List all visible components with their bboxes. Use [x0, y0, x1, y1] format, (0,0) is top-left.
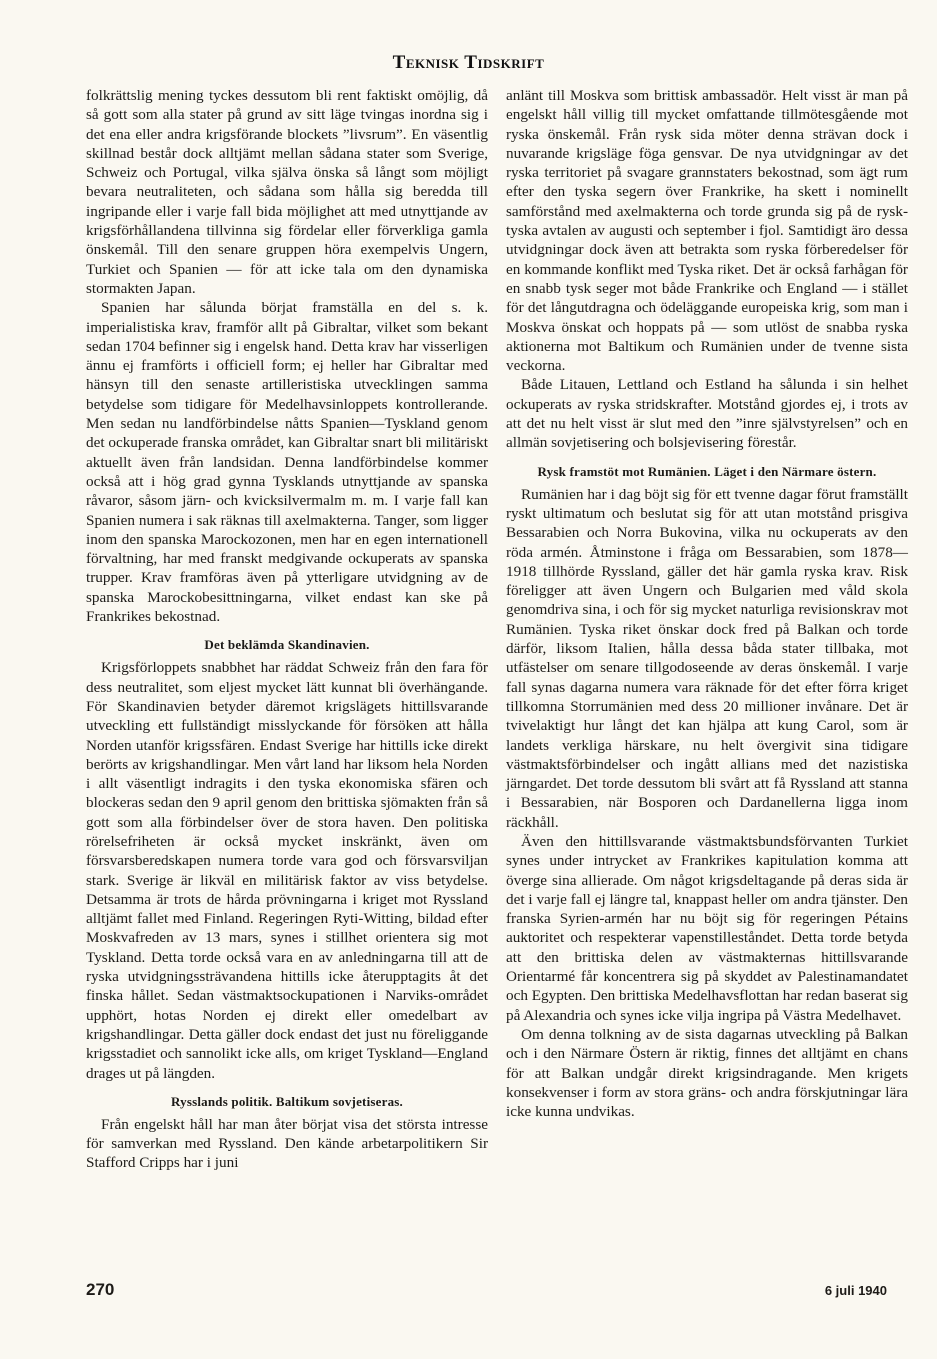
- issue-date: 6 juli 1940: [824, 1283, 887, 1298]
- paragraph: anlänt till Moskva som brittisk ambassadör. Helt visst är man på engelskt håll villig till mycket omfattande tillmötesgående mot ryska önskemål. Från rysk sida möter denna strävan dock i nuvarande krigsläge föga gensvar. De nya utvidgningar av det ryska territoriet på svagare grannstaters bekostnad, som ägt rum efter den tyska segern över Frankrike, ha skett i nominellt samförstånd med axelmakterna och torde grunda sig på de rysk-tyska avtalen av augusti och september i fjol. Samtidigt äro dessa utvidgningar dock även att betrakta som ryska förberedelser för en kommande konflikt med Tyska riket. Det är också farhågan för en snabb tysk seger mot både Frankrike och England — i stället för det långutdragna och ödeläggande europeiska krig, som man i Moskva önskat och hoppats på — som utlöst de snabba ryska aktionerna mot Baltikum och Rumänien under de tvenne sista veckorna.: [506, 87, 908, 375]
- left-column: [86, 86, 488, 1173]
- paragraph: folkrättslig mening tyckes dessutom bli rent faktiskt omöjlig, då så gott som alla stater på grund av sitt läge tvingas inordna sig i det ena eller andra krigsförande blockets ”livsrum”. En väsentlig skillnad består dock alltjämt mellan sådana stater som Sverige, Schweiz och Portugal, vilka själva önska så långt som möjligt bevara neutraliteten, och sådana som hålla sig beredda till ingripande eller i varje fall bida möjlighet att med utnyttjande av krigsförhållandena tillvinna sig fördelar eller förverkliga gamla önskemål. Till den senare gruppen höra exempelvis Ungern, Turkiet och Spanien — för att icke tala om den dynamiska stormakten Japan.: [86, 87, 488, 297]
- page-number: 270: [86, 1280, 115, 1299]
- paragraph: Rumänien har i dag böjt sig för ett tvenne dagar förut framställt ryskt ultimatum och beslutat sig för att utan motstånd prisgiva Bessarabien och Norra Bukovina, vilka nu ockuperats av den röda armén. Åtminstone i fråga om Bessarabien, som 1878—1918 tillhörde Ryssland, gäller det här gamla ryska krav. Risk föreligger att även Ungern och Bulgarien med våld skola genomdriva sina, i och för sig mycket naturliga revisionskrav mot Rumänien. Tyska riket önskar dock fred på Balkan och torde därför, liksom Italien, hålla dessa båda stater tillbaka, mot utfästelser om senare tillgodoseende av deras önskemål. I varje fall synas dagarna numera vara räknade för det efter förra kriget tillkomna Storrumänien med dess 20 millioner invånare. Det är tvivelaktigt hur långt det kan hjälpa att kung Carol, som är landets verkliga härskare, nu helt övergivit sina tidigare västmaktsförbindelser och ingått allians med det nazistiska järngardet. Det torde dessutom bli svårt att få Ryssland att stanna i Bessarabien, när Bosporen och Dardanellerna ligga inom räckhåll.: [506, 485, 908, 831]
- paragraph: Krigsförloppets snabbhet har räddat Schweiz från den fara för dess neutralitet, som eljest mycket lätt kunnat bli överhängande. För Skandinavien betyder däremot krigslägets hittillsvarande utveckling ett fullständigt misslyckande för försöken att hålla Norden utanför krigssfären. Endast Sverige har hittills icke direkt berörts av krigshandlingar. Men vårt land har liksom hela Norden i allt väsentligt indragits i den tyska ekonomiska sfären och blockeras sedan den 9 april genom den brittiska sjömakten från så gott som alla förbindelser över de stora haven. Den politiska rörelsefriheten är också mycket inskränkt, även om försvarsberedskapen numera torde vara god och försvarsviljan stark. Sverige är likväl en militärisk faktor av viss betydelse. Detsamma är trots de hårda prövningarna i kriget mot Ryssland alltjämt fallet med Finland. Regeringen Ryti-Witting, bildad efter Moskvafreden av 13 mars, synes i stillhet orientera sig mot Tyskland. Detta torde också vara en av anledningarna till att de ryska utvidgningssträvandena hittills icke återupptagits åt det finska hållet. Sedan västmaktsockupationen i Narviks-området upphört, hotas Norden ej direkt eller omedelbart av krigshandlingar. Detta gäller dock endast det just nu föreliggande krigsstadiet och sannolikt icke alls, om kriget Tyskland—England drages ut på längden.: [86, 659, 488, 1082]
- paragraph: Även den hittillsvarande västmaktsbundsförvanten Turkiet synes under intrycket av Frankrikes kapitulation komma att överge sina allierade. Om något krigsdeltagande på deras sida är det i varje fall ej längre tal, knappast heller om andra tjänster. Den franska Syrien-armén har nu böjt sig för regeringen Pétains auktoritet och respekterar vapenstilleståndet. Detta torde betyda att den brittiska delen av västmakternas hittillsvarande Orientarmé får koncentrera sig på skyddet av Palestinamandatet och Egypten. Den brittiska Medelhavsflottan har redan baserat sig på Alexandria och synes icke vilja ingripa på Västra Medelhavet.: [506, 832, 908, 1024]
- section-heading: Rysk framstöt mot Rumänien. Läget i den Närmare östern.: [537, 463, 877, 479]
- right-column: [506, 86, 908, 1121]
- paragraph: Om denna tolkning av de sista dagarnas utveckling på Balkan och i den Närmare Östern är riktig, finnes det alltjämt en chans för att Balkan undgår direkt krigsindragande. Men krigets konsekvenser i form av stora gräns- och andra förskjutningar lära icke kunna undvikas.: [506, 1025, 908, 1121]
- paragraph: Från engelskt håll har man åter börjat visa det största intresse för samverkan med Ryssland. Den kände arbetarpolitikern Sir Stafford Cripps har i juni: [86, 1115, 488, 1172]
- section-heading: Rysslands politik. Baltikum sovjetiseras.: [170, 1093, 404, 1109]
- paragraph: Både Litauen, Lettland och Estland ha sålunda i sin helhet ockuperats av ryska stridskrafter. Motstånd gjordes ej, i trots av att det nu helt visst är slut med den ”inre självstyrelsen” och en allmän sovjetisering och bolsjevisering förestår.: [506, 376, 908, 452]
- paragraph: Spanien har sålunda börjat framställa en del s. k. imperialistiska krav, framför allt på Gibraltar, vilket som bekant sedan 1704 befinner sig i engelsk hand. Detta krav har visserligen ännu ej framförts i officiell form; ej heller har Gibraltar med hänsyn till den senaste artilleristiska utvecklingen samma betydelse som tidigare för Medelhavsinloppets kontrollerande. Men sedan nu landförbindelse nåtts Spanien—Tyskland genom det ockuperade franska området, kan Gibraltar snart bli militäriskt aktuellt även från landsidan. Denna landförbindelse kommer också att i hög grad gynna Tysklands utnyttjande av spanska råvaror, såsom järn- och kvicksilvermalm m. m. I varje fall kan Spanien numera i sak räknas till axelmakterna. Tanger, som ligger inom den spanska Marockozonen, men har en egen internationell förvaltning, har med franskt medgivande ockuperats av spanska trupper. Krav framföras även på ytterligare utvidgning av de spanska Marockobesittningarna, vilket endast kan ske på Frankrikes bekostnad.: [86, 299, 488, 626]
- journal-title: Teknisk Tidskrift: [392, 52, 545, 73]
- section-heading: Det beklämda Skandinavien.: [204, 637, 370, 653]
